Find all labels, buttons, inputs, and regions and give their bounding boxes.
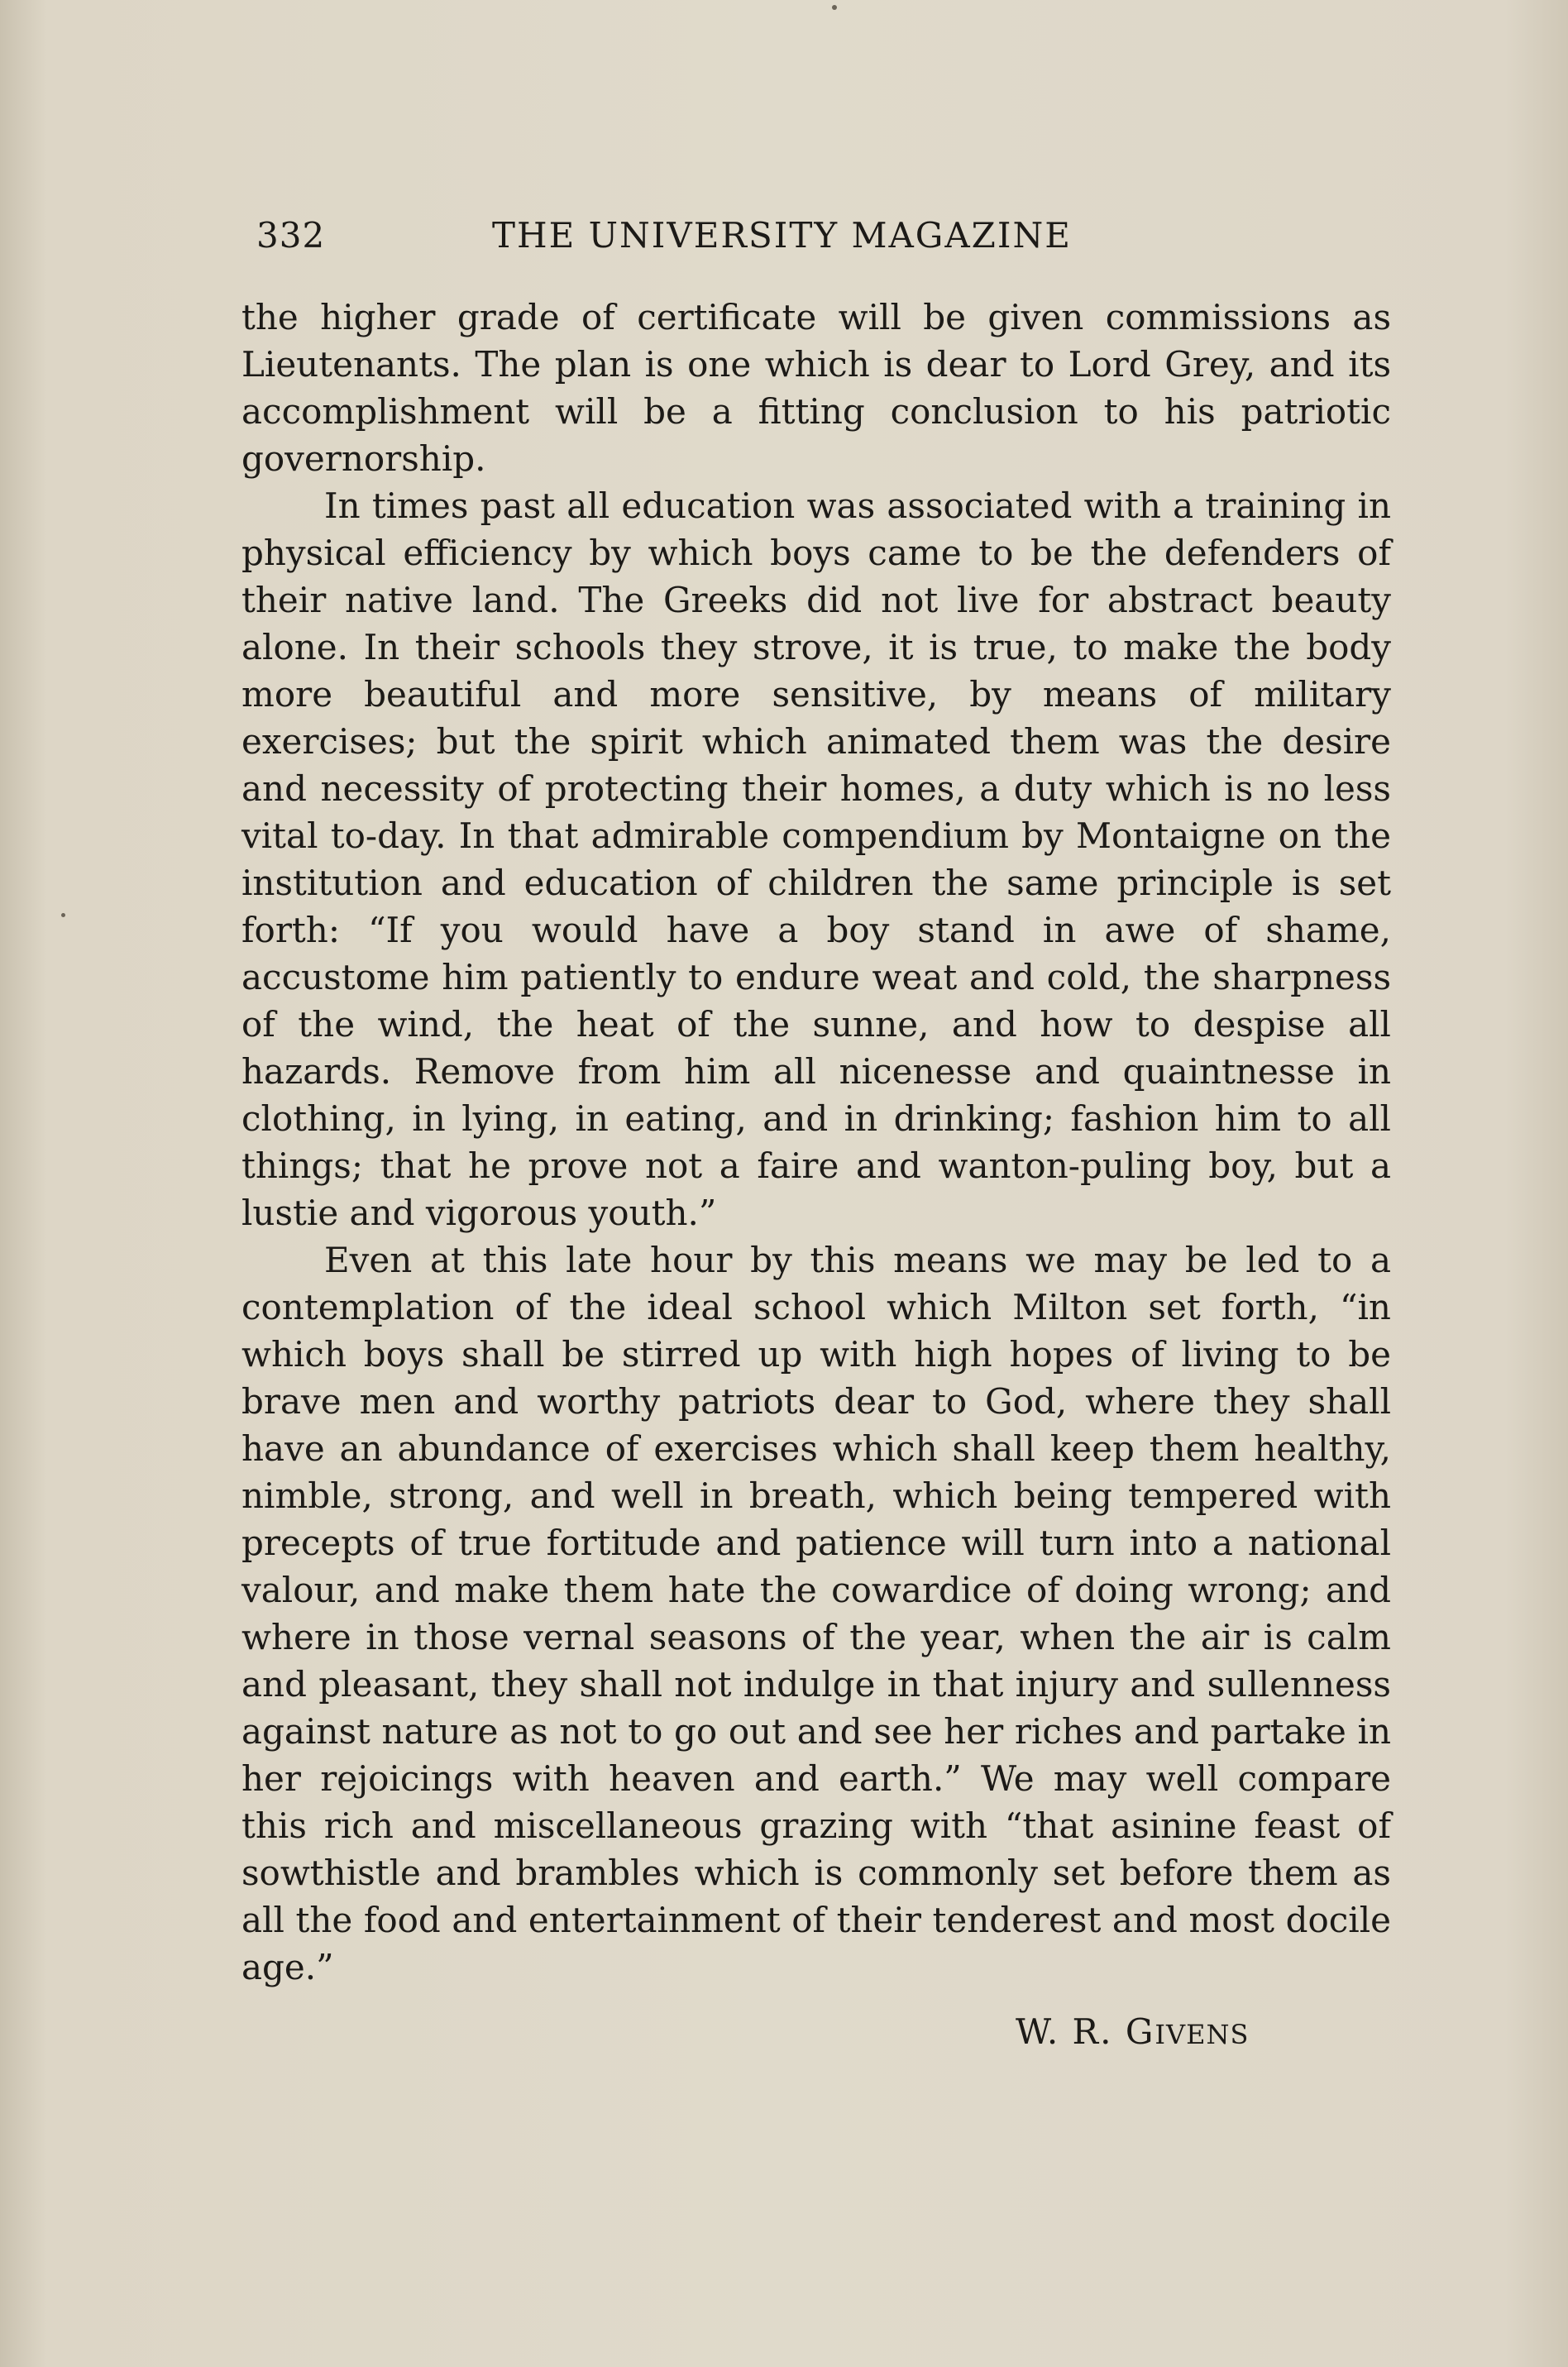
paper-speck [61,913,65,917]
running-title: THE UNIVERSITY MAGAZINE [492,215,1072,256]
paper-speck [832,5,837,10]
author-surname-smallcaps: IVENS [1154,2019,1250,2050]
article-body [241,294,1391,1991]
paragraph: In times past all education was associated with a training in physical efficiency by which boys came to be the defenders of their native land. The Greeks did not live for abstract beauty alone. In their schools they strove, it is true, to make the body more beautiful and more sensitive, by means of military exercises; but the spirit which animated them was the desire and necessity of protecting their homes, a duty which is no less vital to-day. In that admirable compendium by Montaigne on the institution and education of children the same principle is set forth: “If you would have a boy stand in awe of shame, accustome him patiently to endure weat and cold, the sharpness of the wind, the heat of the sunne, and how to despise all hazards. Remove from him all nicenesse and quaintnesse in clothing, in lying, in eating, and in drinking; fashion him to all things; that he prove not a faire and wanton-puling boy, but a lustie and vigorous youth.” [241,485,1391,1233]
author-signature [1016,2011,1249,2052]
page-header [256,215,1133,265]
paragraph: Even at this late hour by this means we may be led to a contemplation of the ideal school which Milton set forth, “in which boys shall be stirred up with high hopes of living to be brave men and worthy patriots dear to God, where they shall have an abundance of exercises which shall keep them healthy, nimble, strong, and well in breath, which being tempered with precepts of true fortitude and patience will turn into a national valour, and make them hate the cowardice of doing wrong; and where in those vernal seasons of the year, when the air is calm and pleasant, they shall not indulge in that injury and sullenness against nature as not to go out and see her riches and partake in her rejoicings with heaven and earth.” We may well compare this rich and miscellaneous grazing with “that asinine feast of sowthistle and brambles which is commonly set before them as all the food and entertainment of their tenderest and most docile age.” [241,1240,1391,1987]
author-initials: W. R. G [1016,2011,1155,2052]
page-number: 332 [256,215,326,256]
paragraph: the higher grade of certificate will be given commissions as Lieutenants. The plan is one which is dear to Lord Grey, and its accomplishment will be a fitting conclusion to his patriotic governorship. [241,297,1391,479]
